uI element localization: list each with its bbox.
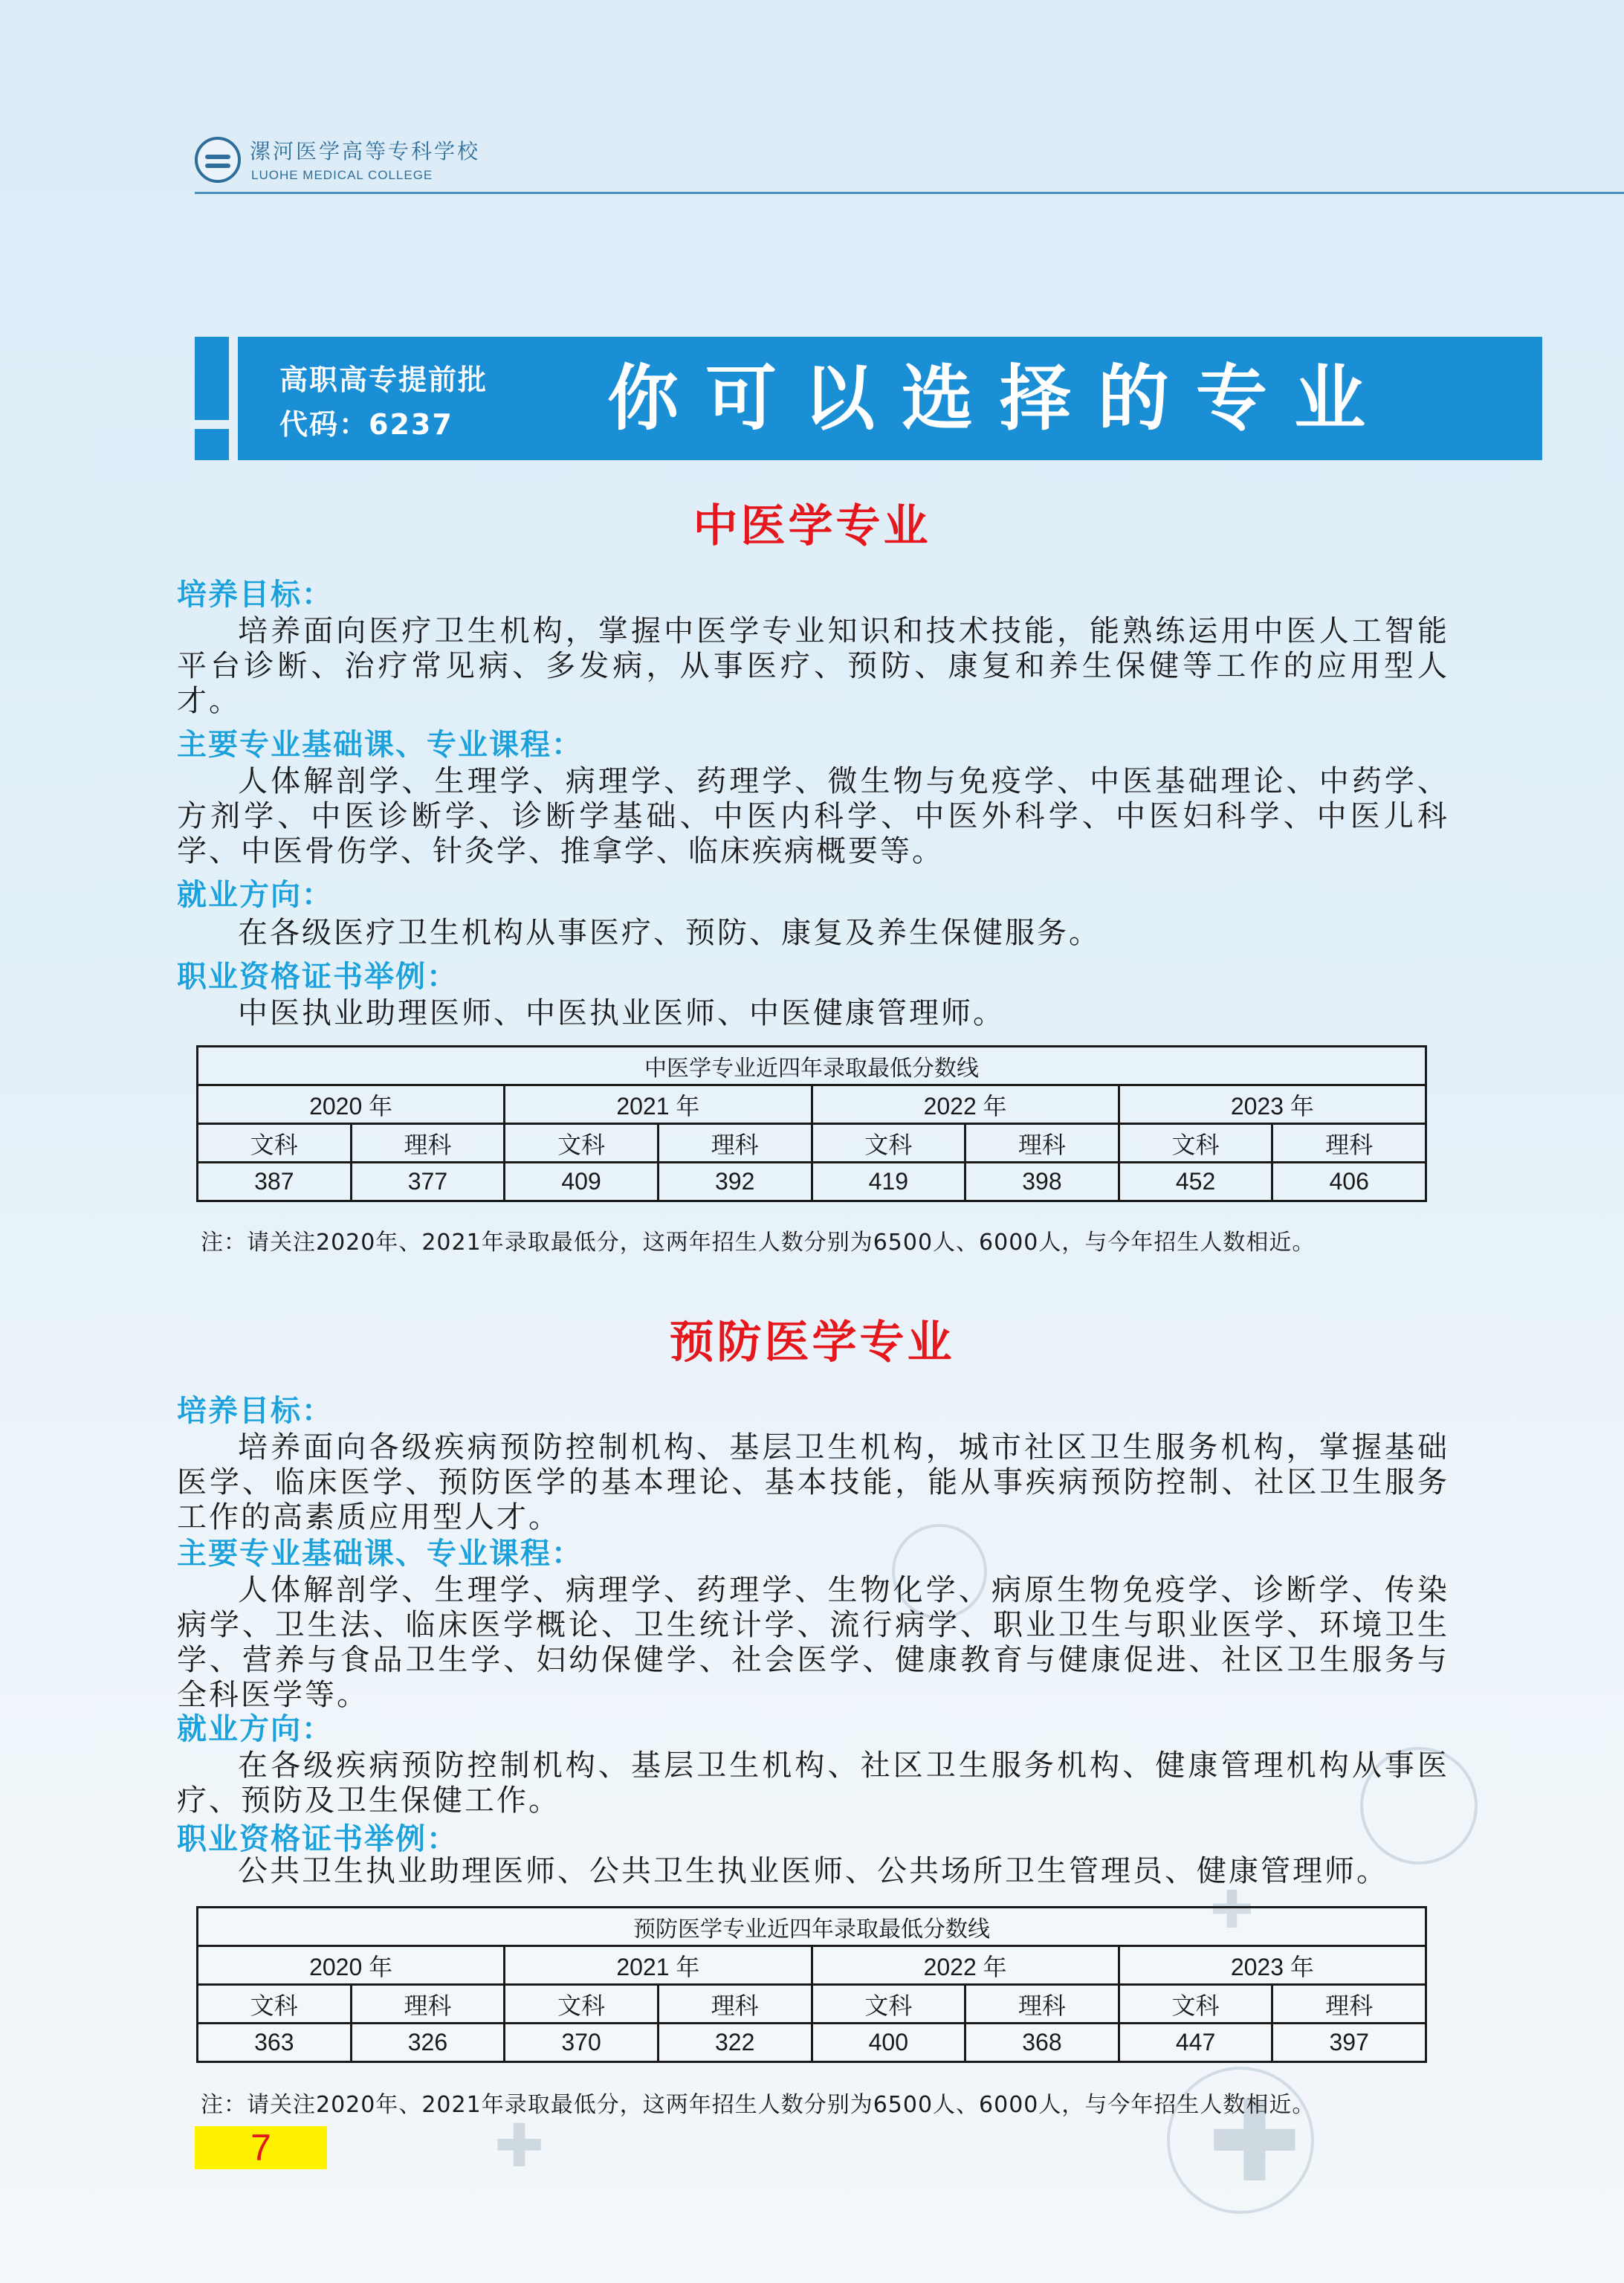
subject-header: 文科	[505, 1124, 659, 1163]
year-header: 2022 年	[812, 1085, 1119, 1124]
table-note: 注：请关注2020年、2021年录取最低分，这两年招生人数分别为6500人、6000人，与今年招生人数相近。	[201, 2092, 1316, 2118]
subject-header: 文科	[198, 1124, 352, 1163]
score-cell: 387	[198, 1163, 352, 1201]
school-name-en: LUOHE MEDICAL COLLEGE	[251, 168, 433, 182]
cert-label: 职业资格证书举例：	[177, 960, 458, 994]
subject-header: 文科	[812, 1985, 965, 2024]
year-header: 2020 年	[198, 1946, 505, 1985]
score-cell: 447	[1119, 2024, 1272, 2062]
year-header: 2023 年	[1119, 1085, 1426, 1124]
subject-header: 文科	[812, 1124, 965, 1163]
score-cell: 419	[812, 1163, 965, 1201]
score-cell: 400	[812, 2024, 965, 2062]
score-cell: 409	[505, 1163, 659, 1201]
subject-header: 文科	[198, 1985, 352, 2024]
goal-label: 培养目标：	[177, 578, 333, 612]
year-header: 2021 年	[505, 1085, 812, 1124]
goal-text: 培养面向医疗卫生机构，掌握中医学专业知识和技术技能，能熟练运用中医人工智能平台诊断、治疗常见病、多发病，从事医疗、预防、康复和养生保健等工作的应用型人才。	[177, 614, 1449, 718]
cert-text: 中医执业助理医师、中医执业医师、中医健康管理师。	[238, 996, 1005, 1030]
year-header: 2021 年	[505, 1946, 812, 1985]
table-note: 注：请关注2020年、2021年录取最低分，这两年招生人数分别为6500人、6000人，与今年招生人数相近。	[201, 1230, 1316, 1256]
courses-label: 主要专业基础课、专业课程：	[177, 728, 583, 762]
year-header: 2020 年	[198, 1085, 505, 1124]
courses-label: 主要专业基础课、专业课程：	[177, 1537, 583, 1571]
subject-header: 理科	[1272, 1985, 1426, 2024]
school-logo-icon	[195, 137, 241, 183]
career-label: 就业方向：	[177, 1712, 333, 1746]
subject-header: 理科	[658, 1985, 812, 2024]
year-header: 2022 年	[812, 1946, 1119, 1985]
goal-label: 培养目标：	[177, 1394, 333, 1428]
table-caption: 预防医学专业近四年录取最低分数线	[198, 1908, 1426, 1946]
score-cell: 370	[505, 2024, 659, 2062]
admission-batch: 高职高专提前批	[279, 364, 488, 396]
decorative-plus-icon: ✚	[494, 2111, 545, 2180]
table-caption: 中医学专业近四年录取最低分数线	[198, 1047, 1426, 1085]
goal-text: 培养面向各级疾病预防控制机构、基层卫生机构，城市社区卫生服务机构，掌握基础医学、临床医学、预防医学的基本理论、基本技能，能从事疾病预防控制、社区卫生服务工作的高素质应用型人才。	[177, 1430, 1449, 1534]
decorative-plus-icon: ✚	[1208, 2078, 1301, 2207]
score-cell: 397	[1272, 2024, 1426, 2062]
score-cell: 452	[1119, 1163, 1272, 1201]
score-cell: 406	[1272, 1163, 1426, 1201]
page-number: 7	[195, 2126, 327, 2169]
score-cell: 392	[658, 1163, 812, 1201]
career-label: 就业方向：	[177, 878, 333, 912]
cert-text: 公共卫生执业助理医师、公共卫生执业医师、公共场所卫生管理员、健康管理师。	[238, 1854, 1388, 1888]
subject-header: 理科	[351, 1124, 505, 1163]
admission-code: 代码：6237	[279, 408, 453, 441]
decorative-plus-icon: ✚	[1210, 1879, 1254, 1940]
title-banner	[195, 337, 1542, 460]
subject-header: 文科	[505, 1985, 659, 2024]
header-divider	[195, 192, 1624, 194]
subject-header: 文科	[1119, 1124, 1272, 1163]
subject-header: 理科	[1272, 1124, 1426, 1163]
score-cell: 368	[965, 2024, 1119, 2062]
school-header	[195, 132, 1624, 195]
cert-label: 职业资格证书举例：	[177, 1822, 458, 1856]
score-table	[196, 1045, 1427, 1202]
score-cell: 326	[351, 2024, 505, 2062]
subject-header: 文科	[1119, 1985, 1272, 2024]
subject-header: 理科	[351, 1985, 505, 2024]
school-name-cn: 漯河医学高等专科学校	[250, 139, 481, 164]
score-cell: 377	[351, 1163, 505, 1201]
courses-text: 人体解剖学、生理学、病理学、药理学、生物化学、病原生物免疫学、诊断学、传染病学、卫生法、临床医学概论、卫生统计学、流行病学、职业卫生与职业医学、环境卫生学、营养与食品卫生学、妇幼保健学、社会医学、健康教育与健康促进、社区卫生服务与全科医学等。	[177, 1573, 1449, 1712]
career-text: 在各级疾病预防控制机构、基层卫生机构、社区卫生服务机构、健康管理机构从事医疗、预防及卫生保健工作。	[177, 1748, 1449, 1818]
subject-header: 理科	[965, 1124, 1119, 1163]
score-cell: 363	[198, 2024, 352, 2062]
major-title: 中医学专业	[693, 500, 931, 552]
courses-text: 人体解剖学、生理学、病理学、药理学、微生物与免疫学、中医基础理论、中药学、方剂学、中医诊断学、诊断学基础、中医内科学、中医外科学、中医妇科学、中医儿科学、中医骨伤学、针灸学、推拿学、临床疾病概要等。	[177, 764, 1449, 868]
score-table	[196, 1906, 1427, 2063]
score-cell: 398	[965, 1163, 1119, 1201]
score-cell: 322	[658, 2024, 812, 2062]
career-text: 在各级医疗卫生机构从事医疗、预防、康复及养生保健服务。	[238, 916, 1101, 950]
subject-header: 理科	[658, 1124, 812, 1163]
major-title: 预防医学专业	[669, 1317, 955, 1369]
banner-title: 你可以选择的专业	[607, 357, 1392, 440]
year-header: 2023 年	[1119, 1946, 1426, 1985]
subject-header: 理科	[965, 1985, 1119, 2024]
